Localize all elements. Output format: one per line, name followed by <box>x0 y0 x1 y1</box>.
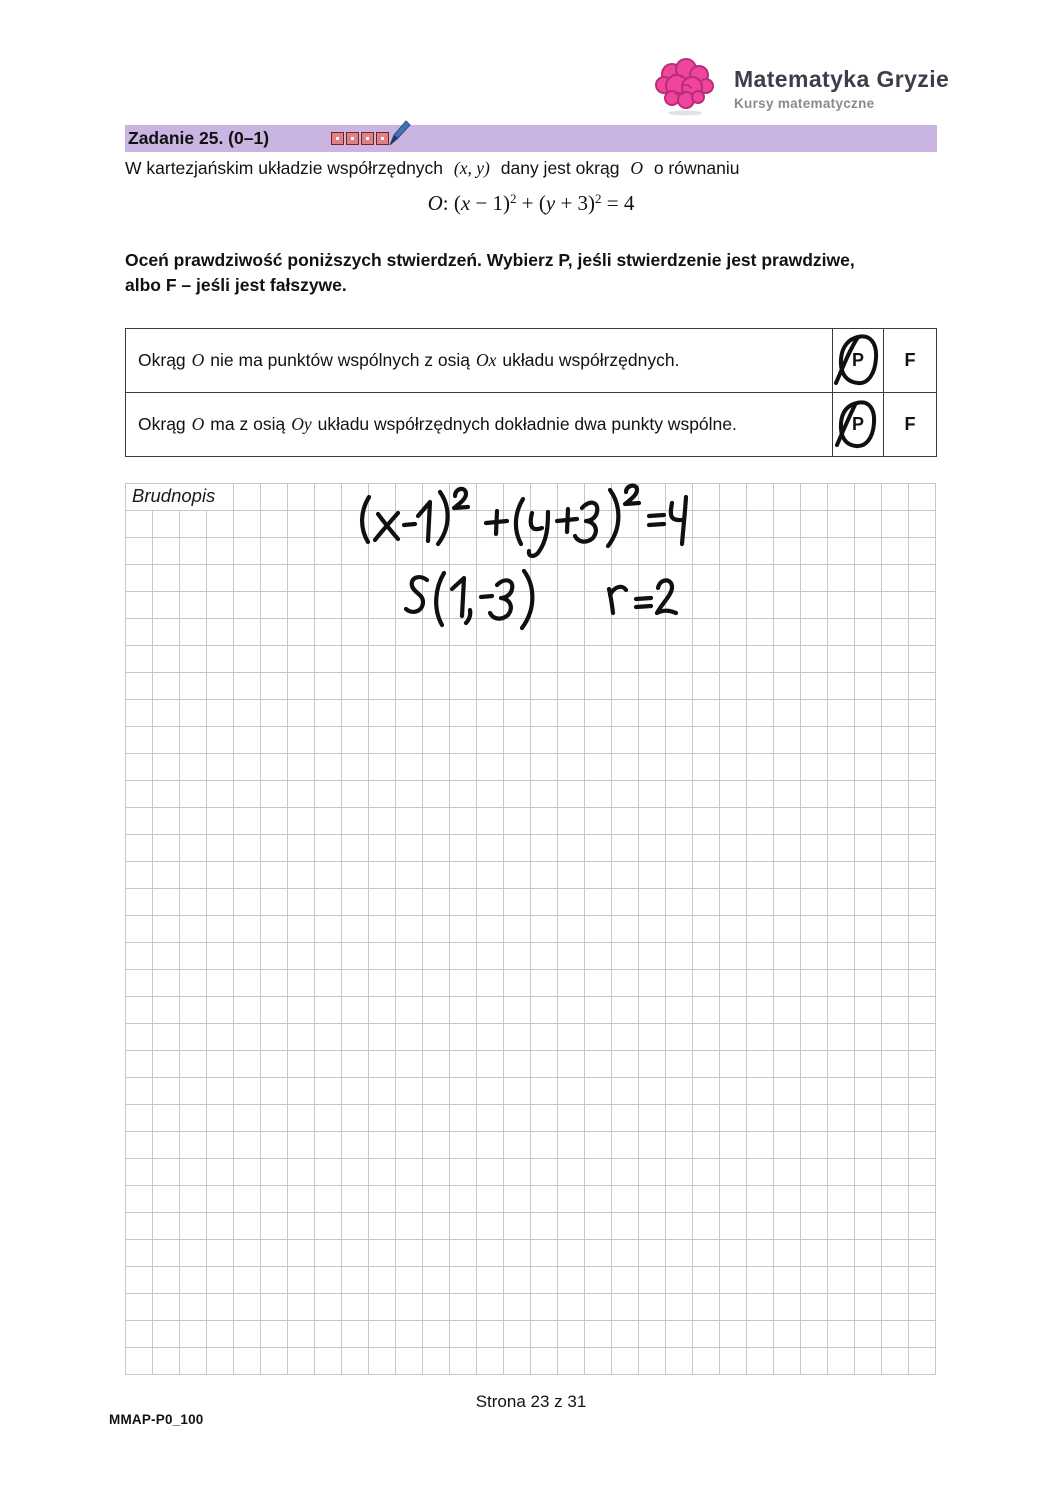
math-circle-o: O <box>191 414 205 434</box>
handwritten-circle-mark <box>833 329 883 392</box>
equation-exponent: 2 <box>595 191 602 206</box>
task-title: Zadanie 25. (0–1) <box>128 128 270 148</box>
choice-p[interactable]: P <box>832 329 883 392</box>
scratch-grid <box>125 483 936 1375</box>
handwriting-line1 <box>362 486 686 556</box>
answer-box-icon <box>346 132 359 145</box>
equation-o: O <box>427 191 443 215</box>
statement-cell: Okrąg O ma z osią Oy układu współrzędnych dokładnie dwa punkty wspólne. <box>138 414 737 434</box>
table-row <box>126 329 936 392</box>
answer-boxes-icon <box>331 132 389 145</box>
brain-icon <box>650 54 722 118</box>
task-instruction: Oceń prawdziwość poniższych stwierdzeń. Wybierz P, jeśli stwierdzenie jest prawdziwe, albo F – jeśli jest fałszywe. <box>125 250 855 295</box>
math-circle-o: O <box>630 158 643 178</box>
math-axis: Ox <box>476 350 497 370</box>
logo-text <box>734 54 949 111</box>
true-false-table <box>125 328 937 457</box>
choice-f[interactable]: F <box>883 393 936 456</box>
circle-equation: O: $(x - 1)^2 + (y + 3)^2 = 4$ <box>427 191 635 215</box>
handwritten-circle-mark <box>833 393 883 456</box>
equation-var-x: x <box>460 191 471 215</box>
choice-f[interactable]: F <box>883 329 936 392</box>
handwriting-line2 <box>406 571 532 628</box>
logo-title: Matematyka Gryzie <box>734 66 950 92</box>
answer-box-icon <box>331 132 344 145</box>
document-code: MMAP-P0_100 <box>109 1412 204 1427</box>
math-axis: Oy <box>291 414 312 434</box>
intro-mid: dany jest okrąg <box>500 158 620 178</box>
page-indicator: Strona 23 z 31 <box>475 1392 587 1411</box>
math-xy: (x, y) <box>453 158 490 178</box>
intro-post: o równaniu <box>653 158 740 178</box>
handwriting <box>125 483 935 1374</box>
task-header-bar <box>125 125 937 152</box>
table-row <box>126 392 936 456</box>
math-circle-o: O <box>191 350 205 370</box>
choice-p[interactable]: P <box>832 393 883 456</box>
task-intro <box>125 158 937 179</box>
answer-box-icon <box>361 132 374 145</box>
logo <box>650 54 949 118</box>
intro-pre: W kartezjańskim układzie współrzędnych <box>125 158 444 178</box>
scratch-label: Brudnopis <box>129 484 229 510</box>
statement-cell: Okrąg O nie ma punktów wspólnych z osią Ox układu współrzędnych. <box>138 350 680 370</box>
equation-var-y: y <box>545 191 556 215</box>
equation-exponent: 2 <box>510 191 517 206</box>
handwriting-line3 <box>609 580 676 613</box>
logo-subtitle: Kursy matematyczne <box>734 96 875 111</box>
pen-icon <box>386 119 412 147</box>
